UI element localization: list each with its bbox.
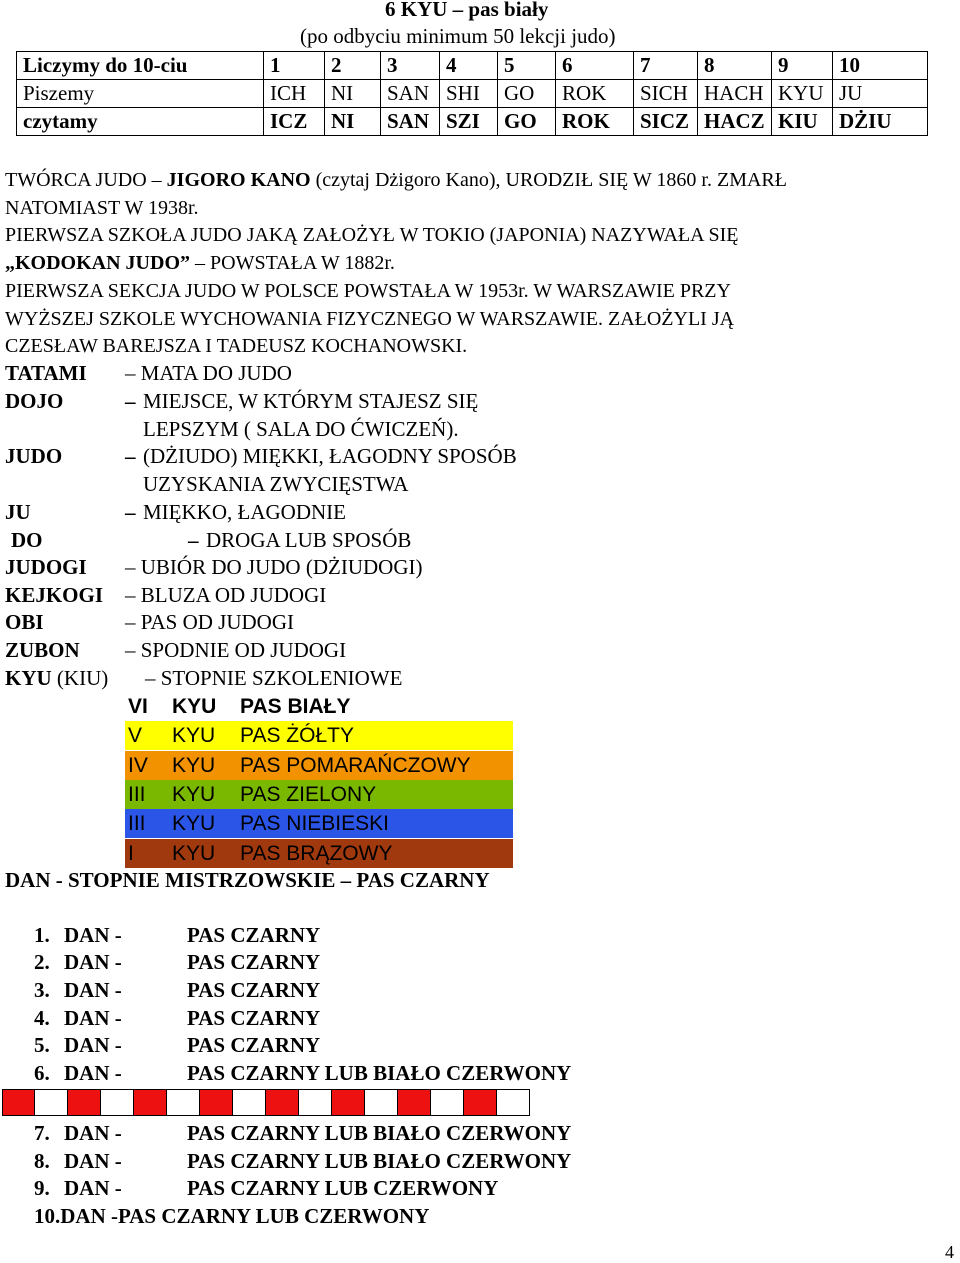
count-table-cell: SICH bbox=[634, 80, 698, 108]
term-dojo: DOJO bbox=[5, 389, 64, 413]
belt-grade: V bbox=[128, 724, 143, 748]
belt-square bbox=[398, 1089, 431, 1116]
glossary-judogi bbox=[5, 554, 87, 582]
count-table-cell: SICZ bbox=[634, 108, 698, 136]
term-judogi: JUDOGI bbox=[5, 555, 87, 579]
belt-square bbox=[68, 1089, 101, 1116]
belt-name: PAS POMARAŃCZOWY bbox=[240, 753, 471, 777]
def-do: DROGA LUB SPOSÓB bbox=[206, 528, 412, 552]
history-line-5: PIERWSZA SEKCJA JUDO W POLSCE POWSTAŁA W 1953r. W WARSZAWIE PRZY bbox=[5, 280, 731, 302]
dan-belt: PAS CZARNY LUB BIAŁO CZERWONY bbox=[187, 1061, 572, 1085]
history-founder-rest: (czytaj Dżigoro Kano), URODZIŁ SIĘ W 1860 r. ZMARŁ bbox=[310, 169, 787, 191]
dash-do: – bbox=[188, 528, 199, 552]
counting-table bbox=[16, 51, 928, 136]
count-table-cell: SAN bbox=[381, 108, 440, 136]
count-table-row bbox=[17, 108, 928, 136]
term-zubon: ZUBON bbox=[5, 638, 80, 662]
dan-number: 4. bbox=[34, 1006, 50, 1030]
count-table-cell: NI bbox=[325, 80, 381, 108]
belt-square bbox=[431, 1089, 464, 1116]
dan-belt: PAS CZARNY bbox=[187, 950, 321, 974]
belt-row bbox=[125, 751, 513, 780]
def-zubon: – SPODNIE OD JUDOGI bbox=[125, 638, 347, 662]
dash-judo: – bbox=[125, 444, 136, 468]
def-kyu: – STOPNIE SZKOLENIOWE bbox=[145, 666, 403, 690]
belt-kyu: KYU bbox=[172, 782, 216, 806]
count-table-cell: GO bbox=[498, 108, 556, 136]
history-founder-label: TWÓRCA JUDO – bbox=[5, 169, 167, 191]
count-table-cell: DŻIU bbox=[833, 108, 928, 136]
page-number: 4 bbox=[945, 1242, 954, 1262]
dan-label: DAN - bbox=[64, 1149, 122, 1173]
count-table-cell: JU bbox=[833, 80, 928, 108]
glossary-zubon bbox=[5, 637, 80, 665]
glossary-dojo bbox=[5, 388, 63, 416]
def-kejkogi: – BLUZA OD JUDOGI bbox=[125, 583, 327, 607]
dan-label: DAN - bbox=[64, 1006, 122, 1030]
belt-name: PAS ZIELONY bbox=[240, 782, 377, 806]
belt-row bbox=[125, 780, 513, 809]
red-white-belt bbox=[2, 1089, 530, 1116]
count-table-cell: 2 bbox=[325, 52, 381, 80]
dan-label: DAN - bbox=[64, 950, 122, 974]
dan-belt: PAS CZARNY LUB CZERWONY bbox=[187, 1176, 499, 1200]
glossary-kejkogi bbox=[5, 582, 103, 610]
count-table-row bbox=[17, 52, 928, 80]
belt-grade: III bbox=[128, 782, 146, 806]
glossary-kyu bbox=[5, 665, 108, 693]
belt-square bbox=[266, 1089, 299, 1116]
belt-square bbox=[35, 1089, 68, 1116]
dan-number: 5. bbox=[34, 1033, 50, 1057]
count-table-cell: 5 bbox=[498, 52, 556, 80]
term-kejkogi: KEJKOGI bbox=[5, 583, 104, 607]
belt-square bbox=[299, 1089, 332, 1116]
dan-belt: PAS CZARNY bbox=[187, 978, 321, 1002]
glossary-judo bbox=[5, 443, 62, 471]
term-do: DO bbox=[11, 528, 43, 552]
history-line-3: PIERWSZA SZKOŁA JUDO JAKĄ ZAŁOŻYŁ W TOKIO (JAPONIA) NAZYWAŁA SIĘ bbox=[5, 224, 739, 246]
belt-kyu: KYU bbox=[172, 841, 216, 865]
dan-label: DAN - bbox=[64, 1121, 122, 1145]
dan-number: 7. bbox=[34, 1121, 50, 1145]
count-table-cell: 4 bbox=[440, 52, 498, 80]
belt-square bbox=[167, 1089, 200, 1116]
belt-grade: VI bbox=[128, 695, 148, 718]
def-tatami: – MATA DO JUDO bbox=[125, 361, 292, 385]
belt-row bbox=[125, 692, 513, 721]
kodokan-name: „KODOKAN JUDO” bbox=[5, 252, 190, 274]
def-dojo-1: MIEJSCE, W KTÓRYM STAJESZ SIĘ bbox=[143, 389, 479, 413]
def-ju: MIĘKKO, ŁAGODNIE bbox=[143, 500, 346, 524]
belt-square bbox=[134, 1089, 167, 1116]
dan-belt: PAS CZARNY bbox=[187, 1006, 321, 1030]
belt-row bbox=[125, 809, 513, 838]
term-tatami: TATAMI bbox=[5, 361, 87, 385]
term-ju: JU bbox=[5, 500, 31, 524]
belt-grade: I bbox=[128, 841, 134, 865]
def-judo-2: UZYSKANIA ZWYCIĘSTWA bbox=[143, 472, 409, 496]
kodokan-year: – POWSTAŁA W 1882r. bbox=[190, 252, 395, 274]
dan-number: 1. bbox=[34, 923, 50, 947]
belt-square bbox=[464, 1089, 497, 1116]
term-judo: JUDO bbox=[5, 444, 63, 468]
dan-label: DAN - bbox=[64, 978, 122, 1002]
count-table-cell: ICH bbox=[264, 80, 325, 108]
count-table-cell: KIU bbox=[772, 108, 833, 136]
belt-square bbox=[101, 1089, 134, 1116]
belt-kyu: KYU bbox=[172, 724, 216, 748]
dan-heading: DAN - STOPNIE MISTRZOWSKIE – PAS CZARNY bbox=[5, 868, 490, 892]
belt-grade: IV bbox=[128, 753, 148, 777]
belt-kyu: KYU bbox=[172, 812, 216, 836]
term-kyu-paren: (KIU) bbox=[51, 666, 109, 690]
count-table-cell: 7 bbox=[634, 52, 698, 80]
belt-square bbox=[200, 1089, 233, 1116]
belt-square bbox=[332, 1089, 365, 1116]
belt-square bbox=[497, 1089, 530, 1116]
def-judogi: – UBIÓR DO JUDO (DŻIUDOGI) bbox=[125, 555, 423, 579]
dan-number: 2. bbox=[34, 950, 50, 974]
count-table-row-label: czytamy bbox=[17, 108, 264, 136]
dan-number: 6. bbox=[34, 1061, 50, 1085]
count-table-cell: ROK bbox=[556, 108, 634, 136]
belt-grade: III bbox=[128, 812, 146, 836]
count-table-cell: GO bbox=[498, 80, 556, 108]
dan-label: DAN - bbox=[64, 1033, 122, 1057]
count-table-cell: SZI bbox=[440, 108, 498, 136]
dan-number: 8. bbox=[34, 1149, 50, 1173]
count-table-cell: SAN bbox=[381, 80, 440, 108]
count-table-cell: SHI bbox=[440, 80, 498, 108]
dash-dojo: – bbox=[125, 389, 136, 413]
dan-label: DAN - bbox=[64, 923, 122, 947]
page-title: 6 KYU – pas biały bbox=[385, 0, 549, 21]
term-obi: OBI bbox=[5, 610, 44, 634]
history-line-4 bbox=[5, 250, 395, 278]
dan-belt: PAS CZARNY bbox=[187, 1033, 321, 1057]
belt-kyu: KYU bbox=[172, 695, 217, 718]
dash-ju: – bbox=[125, 500, 136, 524]
count-table-row-label: Liczymy do 10-ciu bbox=[17, 52, 264, 80]
belt-name: PAS NIEBIESKI bbox=[240, 812, 389, 836]
count-table-cell: KYU bbox=[772, 80, 833, 108]
dan-label: DAN - bbox=[64, 1061, 122, 1085]
dan-belt: PAS CZARNY bbox=[187, 923, 321, 947]
belt-square bbox=[233, 1089, 266, 1116]
history-line-2: NATOMIAST W 1938r. bbox=[5, 197, 199, 219]
glossary-tatami bbox=[5, 360, 87, 388]
glossary-ju bbox=[5, 499, 31, 527]
glossary-do bbox=[11, 527, 43, 555]
belt-name: PAS ŻÓŁTY bbox=[240, 724, 354, 748]
def-judo-1: (DŻIUDO) MIĘKKI, ŁAGODNY SPOSÓB bbox=[143, 444, 517, 468]
count-table-cell: 8 bbox=[698, 52, 772, 80]
belt-row bbox=[125, 839, 513, 868]
count-table-row-label: Piszemy bbox=[17, 80, 264, 108]
def-dojo-2: LEPSZYM ( SALA DO ĆWICZEŃ). bbox=[143, 417, 459, 441]
history-founder-name: JIGORO KANO bbox=[166, 169, 311, 191]
count-table-cell: 9 bbox=[772, 52, 833, 80]
belt-row bbox=[125, 721, 513, 750]
belt-name: PAS BRĄZOWY bbox=[240, 841, 393, 865]
belt-square bbox=[365, 1089, 398, 1116]
count-table-cell: 10 bbox=[833, 52, 928, 80]
dan-label: DAN - bbox=[64, 1176, 122, 1200]
dan-number: 9. bbox=[34, 1176, 50, 1200]
dan-number: 3. bbox=[34, 978, 50, 1002]
dan-belt: PAS CZARNY LUB BIAŁO CZERWONY bbox=[187, 1121, 572, 1145]
dan-10: 10.DAN -PAS CZARNY LUB CZERWONY bbox=[34, 1204, 430, 1228]
belt-name: PAS BIAŁY bbox=[240, 695, 351, 718]
count-table-cell: 3 bbox=[381, 52, 440, 80]
term-kyu: KYU bbox=[5, 666, 52, 690]
belt-square bbox=[2, 1089, 35, 1116]
count-table-cell: 6 bbox=[556, 52, 634, 80]
history-line-7: CZESŁAW BAREJSZA I TADEUSZ KOCHANOWSKI. bbox=[5, 335, 468, 357]
dan-belt: PAS CZARNY LUB BIAŁO CZERWONY bbox=[187, 1149, 572, 1173]
glossary-obi bbox=[5, 609, 44, 637]
belt-kyu: KYU bbox=[172, 753, 216, 777]
history-line-6: WYŻSZEJ SZKOLE WYCHOWANIA FIZYCZNEGO W WARSZAWIE. ZAŁOŻYLI JĄ bbox=[5, 308, 735, 330]
count-table-cell: 1 bbox=[264, 52, 325, 80]
history-line-1 bbox=[5, 167, 787, 195]
page-subtitle: (po odbyciu minimum 50 lekcji judo) bbox=[300, 24, 616, 48]
def-obi: – PAS OD JUDOGI bbox=[125, 610, 295, 634]
count-table-cell: NI bbox=[325, 108, 381, 136]
count-table-cell: ICZ bbox=[264, 108, 325, 136]
count-table-row bbox=[17, 80, 928, 108]
count-table-cell: HACZ bbox=[698, 108, 772, 136]
count-table-cell: HACH bbox=[698, 80, 772, 108]
count-table-cell: ROK bbox=[556, 80, 634, 108]
